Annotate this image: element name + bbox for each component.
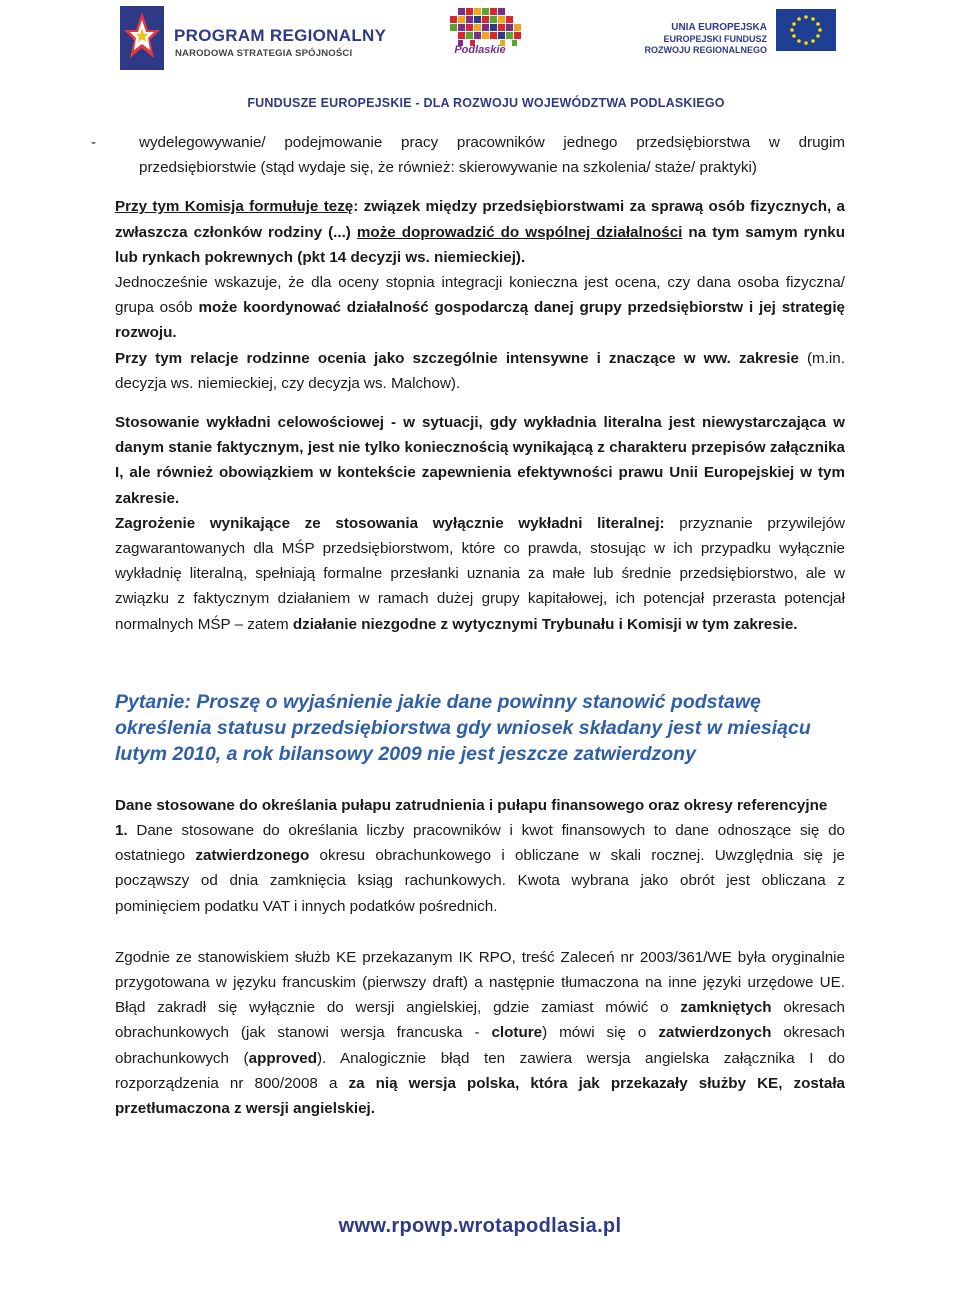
footer-url: www.rpowp.wrotapodlasia.pl: [338, 1215, 622, 1237]
star-logo-icon: [120, 6, 164, 70]
program-subtitle: NARODOWA STRATEGIA SPÓJNOŚCI: [175, 48, 353, 59]
bullet-dash: -: [91, 134, 97, 151]
paragraph-wykladnia: Stosowanie wykładni celowościowej - w sytuacji, gdy wykładnia literalna jest niewystarczająca w danym stanie faktycznym, jest nie tylko koniecznością wynikającą z charakteru przepisów załącznika I, ale również obowiązkiem w kontekście zapewnienia efektywności prawu Unii Europejskiej w tym zakresie.: [115, 414, 845, 507]
program-regionalny-logo: [120, 6, 387, 72]
program-title: PROGRAM REGIONALNY: [174, 26, 387, 45]
page-header: [0, 0, 960, 120]
eu-label: [620, 22, 767, 55]
eu-line-2: EUROPEJSKI FUNDUSZ: [663, 34, 767, 44]
paragraph-relacje: Przy tym relacje rodzinne ocenia jako szczególnie intensywne i znaczące w ww. zakresie (m.in. decyzja ws. niemieckiej, czy decyzja ws. Malchow).: [115, 349, 845, 392]
eu-line-3: ROZWOJU REGIONALNEGO: [644, 45, 767, 55]
eu-flag-icon: [776, 9, 836, 51]
bullet-text: wydelegowywanie/ podejmowanie pracy pracowników jednego przedsiębiorstwa w drugim przedsiębiorstwie (stąd wydaje się, że również: skierowywanie na szkolenia/ staże/ praktyki): [139, 134, 845, 177]
data-heading: Dane stosowane do określania pułapu zatrudnienia i pułapu finansowego oraz okresy referencyjne: [115, 796, 828, 814]
paragraph-dane: 1. Dane stosowane do określania liczby pracowników i kwot finansowych to dane odnoszące się do ostatniego zatwierdzonego okresu obrachunkowego i obliczane w skali rocznej. Uwzględnia się je począwszy od dnia zamknięcia ksiąg rachunkowych. Kwota wybrana jako obrót jest obliczana z pominięciem podatku VAT i innych podatków pośrednich.: [115, 822, 845, 915]
bullet-item: [91, 130, 845, 180]
funds-tagline: FUNDUSZE EUROPEJSKIE - DLA ROZWOJU WOJEWÓDZTWA PODLASKIEGO: [247, 96, 725, 110]
question-heading: Pytanie: Proszę o wyjaśnienie jakie dane powinny stanowić podstawę określenia statusu przedsiębiorstwa gdy wniosek składany jest w miesiącu lutym 2010, a rok bilansowy 2009 nie jest jeszcze zatwierdzony: [115, 690, 811, 765]
paragraph-zagrozenie: Zagrożenie wynikające ze stosowania wyłącznie wykładni literalnej: przyznanie przywilejów zagwarantowanych dla MŚP przedsiębiorstwom, które co prawda, stosując w ich przypadku wyłącznie wykładnię literalną, spełniają formalne przesłanki uznania za małe lub średnie przedsiębiorstwo, ale w związku z faktycznym działaniem w ramach dużej grupy kapitałowej, ich potencjał przerasta potencjał normalnych MŚP – zatem działanie niezgodne z wytycznymi Trybunału i Komisji w tym zakresie.: [115, 514, 845, 633]
paragraph-integracja: Jednocześnie wskazuje, że dla oceny stopnia integracji konieczna jest ocena, czy dana osoba fizyczna/ grupa osób może koordynować działalność gospodarczą danej grupy przedsiębiorstw i jej strategię rozwoju.: [115, 274, 845, 342]
document-body: [91, 130, 845, 1121]
paragraph-komisja: Przy tym Komisja formułuje tezę: związek między przedsiębiorstwami za sprawą osób fizycznych, a zwłaszcza członków rodziny (...) może doprowadzić do wspólnej działalności na tym samym rynku lub rynkach pokrewnych (pkt 14 decyzji ws. niemieckiej).: [115, 198, 845, 266]
region-name: Podlaskie: [454, 44, 506, 56]
paragraph-stanowisko-ke: Zgodnie ze stanowiskiem służb KE przekazanym IK RPO, treść Zaleceń nr 2003/361/WE była oryginalnie przygotowana w języku francuskim (pierwszy draft) a następnie tłumaczona na inne języki urzędowe UE. Błąd zakradł się wyłącznie do wersji angielskiej, gdzie zamiast mówić o zamkniętych okresach obrachunkowych (jak stanowi wersja francuska - cloture) mówi się o zatwierdzonych okresach obrachunkowych (approved). Analogicznie błąd ten zawiera wersja angielska załącznika I do rozporządzenia nr 800/2008 a za nią wersja polska, która jak przekazały służby KE, została przetłumaczona z wersji angielskiej.: [115, 948, 845, 1118]
eu-line-1: UNIA EUROPEJSKA: [671, 22, 767, 33]
